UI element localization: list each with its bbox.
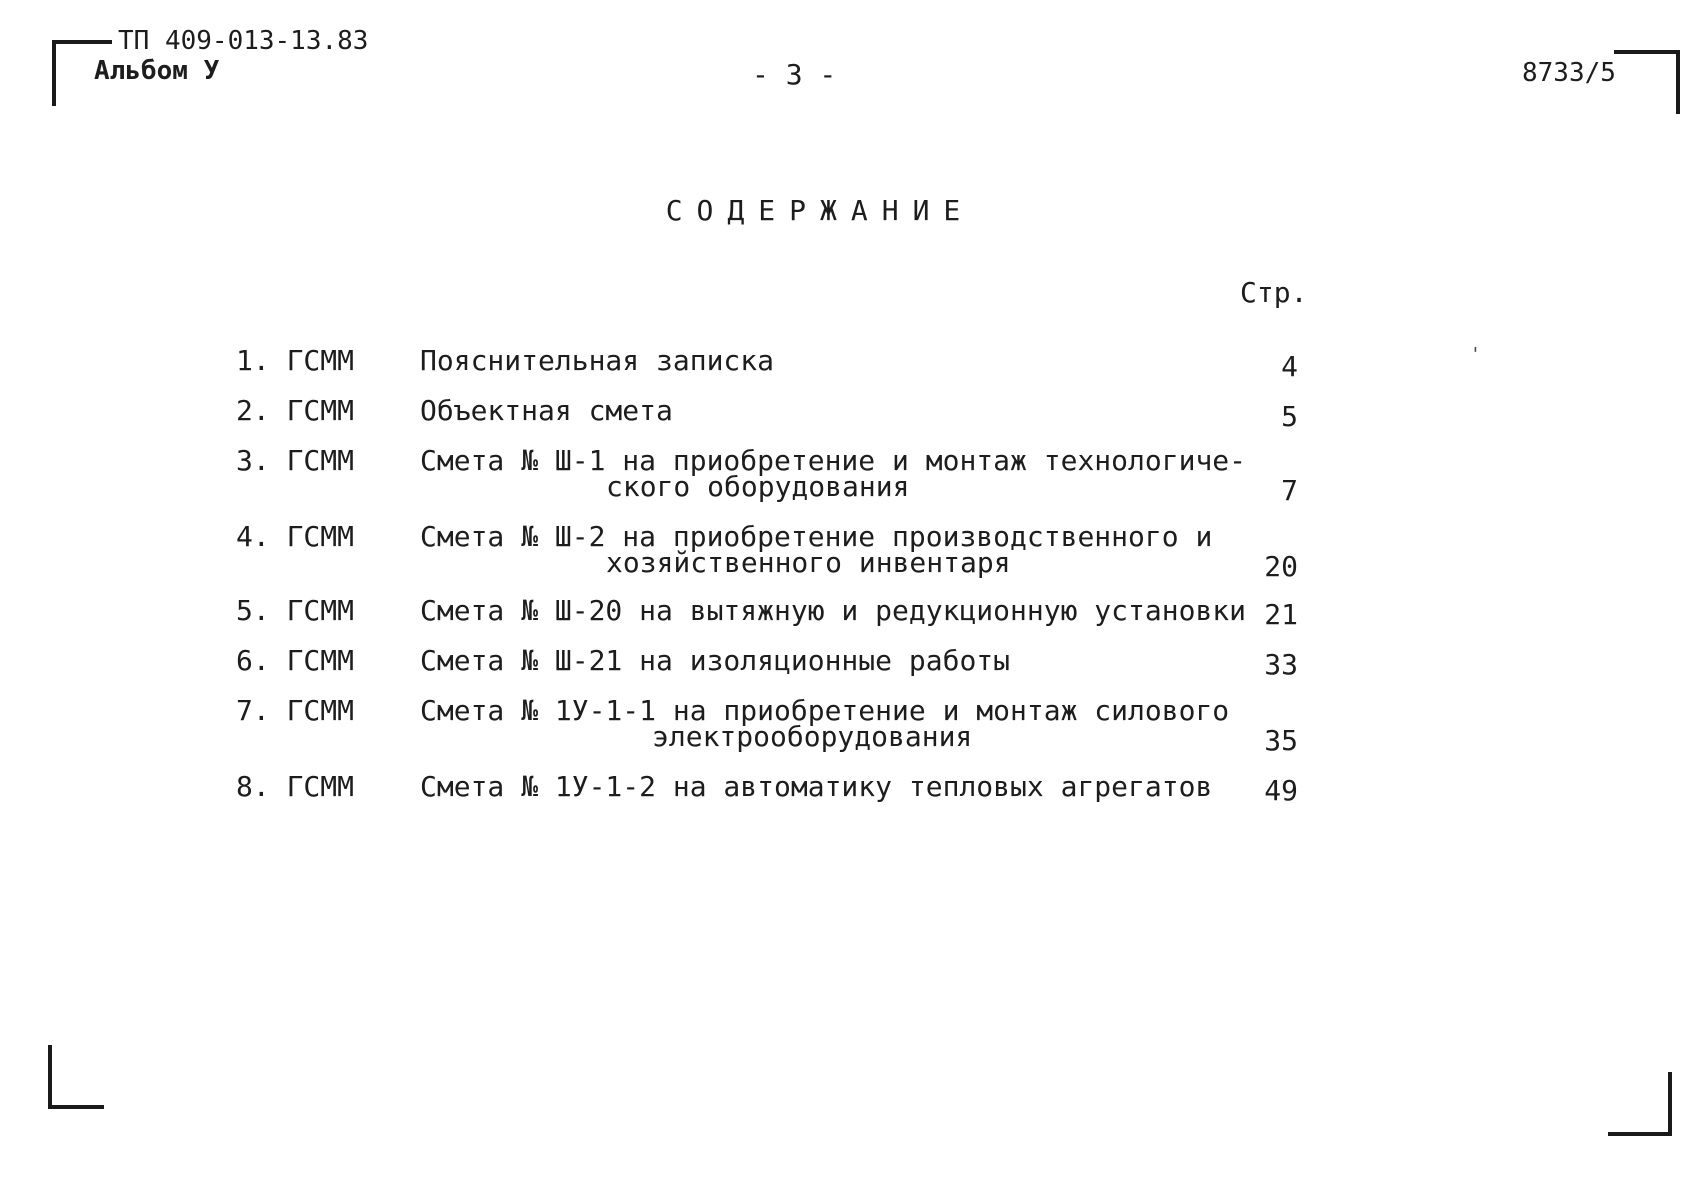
toc-row-title-line1: Объектная смета <box>420 394 673 427</box>
toc-row-page: 4 <box>1281 350 1298 383</box>
toc-row-title-line1: Смета № Ш-2 на приобретение производственного и <box>420 520 1213 553</box>
toc-row-number: 8. ГСММ <box>236 770 355 803</box>
toc-row-number: 3. ГСММ <box>236 444 355 477</box>
toc-row-number: 7. ГСММ <box>236 694 355 727</box>
toc-row-page: 21 <box>1264 598 1298 631</box>
toc-row-page: 35 <box>1264 724 1298 757</box>
toc-row-title-line2: электрооборудования <box>652 720 973 753</box>
toc-row-title-line1: Смета № 1У-1-1 на приобретение и монтаж силового <box>420 694 1230 727</box>
toc-row-title-line2: ского оборудования <box>606 470 910 503</box>
corner-mark-bottom-left <box>48 1045 104 1109</box>
toc-row-page: 33 <box>1264 648 1298 681</box>
sheet-code: 8733/5 <box>1522 58 1616 88</box>
toc-row-title-line1: Смета № 1У-1-2 на автоматику тепловых агрегатов <box>420 770 1213 803</box>
toc-row-title <box>420 520 1213 579</box>
toc-row-title-line1: Смета № Ш-21 на изоляционные работы <box>420 644 1011 677</box>
toc-row-number: 5. ГСММ <box>236 594 355 627</box>
toc-row-title-line1: Смета № Ш-20 на вытяжную и редукционную установки <box>420 594 1247 627</box>
toc-row-title <box>420 770 1213 803</box>
page-number: - 3 - <box>752 58 837 91</box>
album-label: Альбом У <box>94 56 220 86</box>
toc-row-title <box>420 694 1230 753</box>
toc-row-title-line1: Пояснительная записка <box>420 344 775 377</box>
corner-mark-bottom-right <box>1608 1072 1672 1136</box>
pages-column-header: Стр. <box>1240 276 1308 309</box>
toc-row-number: 4. ГСММ <box>236 520 355 553</box>
toc-row-title-line1: Смета № Ш-1 на приобретение и монтаж технологиче- <box>420 444 1247 477</box>
toc-row-title <box>420 344 775 377</box>
corner-mark-top-right <box>1614 50 1680 114</box>
toc-row-title <box>420 394 673 427</box>
stray-mark: ' <box>1470 344 1481 365</box>
toc-row-page: 7 <box>1281 474 1298 507</box>
toc-row-page: 5 <box>1281 400 1298 433</box>
toc-row-page: 49 <box>1264 774 1298 807</box>
toc-row-number: 1. ГСММ <box>236 344 355 377</box>
toc-row-number: 6. ГСММ <box>236 644 355 677</box>
toc-row-title-line2: хозяйственного инвентаря <box>606 546 1011 579</box>
toc-row-title <box>420 444 1247 503</box>
document-code: ТП 409-013-13.83 <box>118 26 369 56</box>
toc-row-page: 20 <box>1264 550 1298 583</box>
toc-row-number: 2. ГСММ <box>236 394 355 427</box>
toc-row-title <box>420 644 1011 677</box>
page-title: СОДЕРЖАНИЕ <box>665 194 975 227</box>
toc-row-title <box>420 594 1247 627</box>
